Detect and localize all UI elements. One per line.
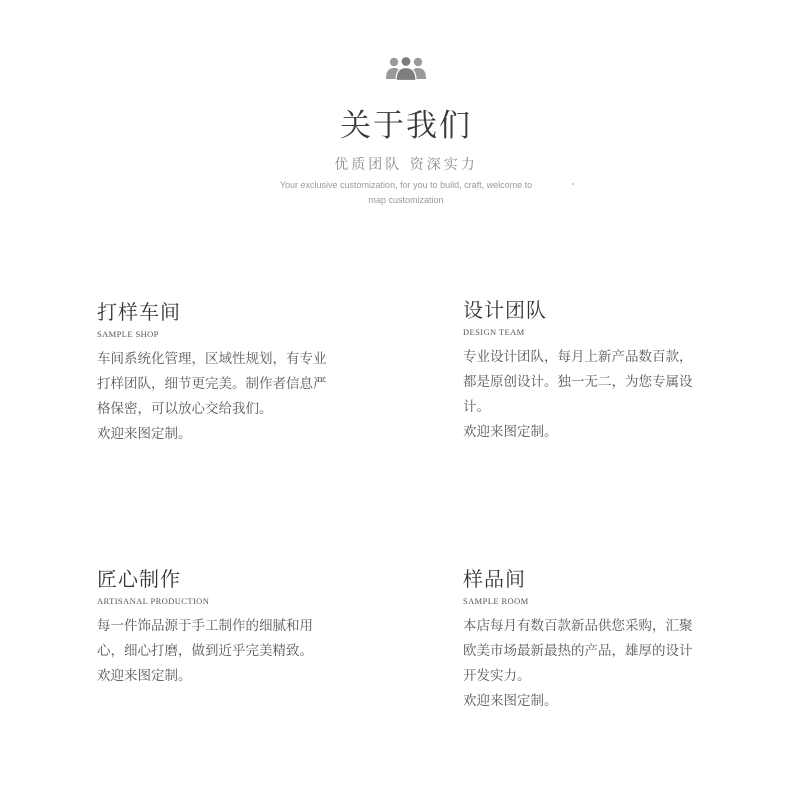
section-title: 设计团队 [463, 298, 547, 322]
section-subtitle-en: SAMPLE ROOM [463, 596, 529, 606]
english-description: Your exclusive customization, for you to build, craft, welcome to map customization [279, 180, 533, 205]
section-text: 每一件饰品源于手工制作的细腻和用心，细心打磨，做到近乎完美精致。 [97, 618, 313, 659]
section-body [97, 347, 335, 447]
page-subtitle: 优质团队 资深实力 [334, 157, 478, 173]
section-design-team [463, 294, 713, 445]
section-cta: 欢迎来图定制。 [463, 693, 558, 709]
section-body [97, 614, 335, 689]
section-text: 专业设计团队，每月上新产品数百款，都是原创设计。独一无二，为您专属设计。 [463, 349, 693, 415]
section-title: 匠心制作 [97, 567, 181, 591]
section-subtitle-en: DESIGN TEAM [463, 327, 525, 337]
section-sample-shop [97, 296, 347, 447]
section-cta: 欢迎来图定制。 [97, 426, 192, 442]
about-header [0, 0, 800, 220]
section-title: 打样车间 [97, 300, 181, 324]
decorative-dot [572, 183, 574, 185]
section-cta: 欢迎来图定制。 [97, 668, 192, 684]
section-body [463, 345, 701, 445]
section-cta: 欢迎来图定制。 [463, 424, 558, 440]
page-title: 关于我们 [340, 108, 472, 144]
section-subtitle-en: SAMPLE SHOP [97, 329, 159, 339]
section-body [463, 614, 701, 714]
section-subtitle-en: ARTISANAL PRODUCTION [97, 596, 210, 606]
section-text: 车间系统化管理，区域性规划，有专业打样团队，细节更完美。制作者信息严格保密，可以放心交给我们。 [97, 351, 327, 417]
section-sample-room [463, 563, 713, 714]
team-icon [385, 55, 427, 81]
section-text: 本店每月有数百款新品供您采购，汇聚欧美市场最新最热的产品，雄厚的设计开发实力。 [463, 618, 693, 684]
section-artisanal-production [97, 563, 347, 689]
section-title: 样品间 [463, 567, 526, 591]
